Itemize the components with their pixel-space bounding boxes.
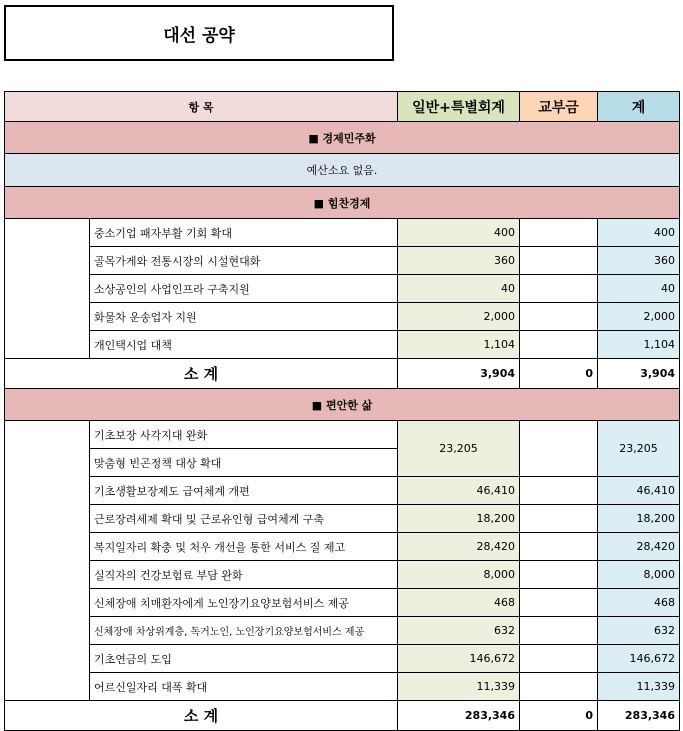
table-row bbox=[5, 561, 680, 589]
item-name: 신체장애 차상위계층, 독거노인, 노인장기요양보험서비스 제공 bbox=[90, 617, 398, 645]
item-name: 기초생활보장제도 급여체계 개편 bbox=[90, 477, 398, 505]
item-name: 신체장애 치매환자에게 노인장기요양보험서비스 제공 bbox=[90, 589, 398, 617]
item-total: 28,420 bbox=[598, 533, 680, 561]
item-total: 468 bbox=[598, 589, 680, 617]
item-general: 400 bbox=[398, 219, 520, 247]
item-total: 632 bbox=[598, 617, 680, 645]
header-item: 항 목 bbox=[5, 92, 398, 122]
table-row bbox=[5, 617, 680, 645]
item-total: 46,410 bbox=[598, 477, 680, 505]
section-header bbox=[5, 389, 680, 421]
item-edu bbox=[520, 617, 598, 645]
item-total: 18,200 bbox=[598, 505, 680, 533]
item-edu bbox=[520, 645, 598, 673]
item-edu bbox=[520, 505, 598, 533]
table-row bbox=[5, 275, 680, 303]
item-total: 360 bbox=[598, 247, 680, 275]
item-general: 46,410 bbox=[398, 477, 520, 505]
table-row bbox=[5, 505, 680, 533]
table-row bbox=[5, 247, 680, 275]
table-row bbox=[5, 645, 680, 673]
item-general: 1,104 bbox=[398, 331, 520, 359]
item-general: 11,339 bbox=[398, 673, 520, 701]
item-total: 11,339 bbox=[598, 673, 680, 701]
item-name: 근로장려세제 확대 및 근로유인형 급여체계 구축 bbox=[90, 505, 398, 533]
item-general: 8,000 bbox=[398, 561, 520, 589]
subtotal-total: 283,346 bbox=[598, 701, 680, 731]
table-row bbox=[5, 331, 680, 359]
item-edu bbox=[520, 561, 598, 589]
subtotal-edu: 0 bbox=[520, 701, 598, 731]
item-name: 기초보장 사각지대 완화 bbox=[90, 421, 398, 449]
item-general: 28,420 bbox=[398, 533, 520, 561]
item-total: 400 bbox=[598, 219, 680, 247]
section-title: ■ 편안한 삶 bbox=[5, 389, 680, 421]
item-name: 실직자의 건강보험료 부담 완화 bbox=[90, 561, 398, 589]
item-edu bbox=[520, 219, 598, 247]
subtotal-general: 3,904 bbox=[398, 359, 520, 389]
subtotal-row bbox=[5, 359, 680, 389]
section-header bbox=[5, 187, 680, 219]
subtotal-edu: 0 bbox=[520, 359, 598, 389]
item-total: 146,672 bbox=[598, 645, 680, 673]
subtotal-label: 소 계 bbox=[5, 359, 398, 389]
section-title: ■ 경제민주화 bbox=[5, 122, 680, 154]
table-header-row bbox=[5, 92, 680, 122]
item-total: 1,104 bbox=[598, 331, 680, 359]
section-note: 예산소요 없음. bbox=[5, 154, 680, 187]
row-group-blank bbox=[5, 421, 90, 701]
item-name: 맞춤형 빈곤정책 대상 확대 bbox=[90, 449, 398, 477]
merged-general: 23,205 bbox=[398, 421, 520, 477]
item-total: 40 bbox=[598, 275, 680, 303]
subtotal-general: 283,346 bbox=[398, 701, 520, 731]
row-group-blank bbox=[5, 219, 90, 359]
header-total: 계 bbox=[598, 92, 680, 122]
item-general: 18,200 bbox=[398, 505, 520, 533]
item-general: 40 bbox=[398, 275, 520, 303]
item-general: 2,000 bbox=[398, 303, 520, 331]
item-edu bbox=[520, 247, 598, 275]
section-title: ■ 힘찬경제 bbox=[5, 187, 680, 219]
item-edu bbox=[520, 533, 598, 561]
item-name: 어르신일자리 대폭 확대 bbox=[90, 673, 398, 701]
item-edu bbox=[520, 331, 598, 359]
item-name: 복지일자리 확충 및 처우 개선을 통한 서비스 질 제고 bbox=[90, 533, 398, 561]
item-edu bbox=[520, 589, 598, 617]
table-row bbox=[5, 589, 680, 617]
item-general: 632 bbox=[398, 617, 520, 645]
table-row bbox=[5, 477, 680, 505]
table-row bbox=[5, 219, 680, 247]
subtotal-row bbox=[5, 701, 680, 731]
table-row bbox=[5, 533, 680, 561]
section-note-row bbox=[5, 154, 680, 187]
item-name: 화물차 운송업자 지원 bbox=[90, 303, 398, 331]
merged-total: 23,205 bbox=[598, 421, 680, 477]
table-row bbox=[5, 421, 680, 449]
item-name: 소상공인의 사업인프라 구축지원 bbox=[90, 275, 398, 303]
item-edu bbox=[520, 673, 598, 701]
item-edu bbox=[520, 477, 598, 505]
item-name: 개인택시업 대책 bbox=[90, 331, 398, 359]
table-row bbox=[5, 303, 680, 331]
item-general: 360 bbox=[398, 247, 520, 275]
item-edu bbox=[520, 275, 598, 303]
item-name: 중소기업 패자부활 기회 확대 bbox=[90, 219, 398, 247]
header-general: 일반+특별회계 bbox=[398, 92, 520, 122]
merged-edu bbox=[520, 421, 598, 477]
item-general: 468 bbox=[398, 589, 520, 617]
item-name: 기초연금의 도입 bbox=[90, 645, 398, 673]
budget-table bbox=[4, 91, 680, 731]
header-edu: 교부금 bbox=[520, 92, 598, 122]
section-header bbox=[5, 122, 680, 154]
item-total: 8,000 bbox=[598, 561, 680, 589]
table-row bbox=[5, 673, 680, 701]
item-edu bbox=[520, 303, 598, 331]
document-title: 대선 공약 bbox=[4, 5, 394, 61]
item-name: 골목가게와 전통시장의 시설현대화 bbox=[90, 247, 398, 275]
item-total: 2,000 bbox=[598, 303, 680, 331]
subtotal-total: 3,904 bbox=[598, 359, 680, 389]
item-general: 146,672 bbox=[398, 645, 520, 673]
subtotal-label: 소 계 bbox=[5, 701, 398, 731]
